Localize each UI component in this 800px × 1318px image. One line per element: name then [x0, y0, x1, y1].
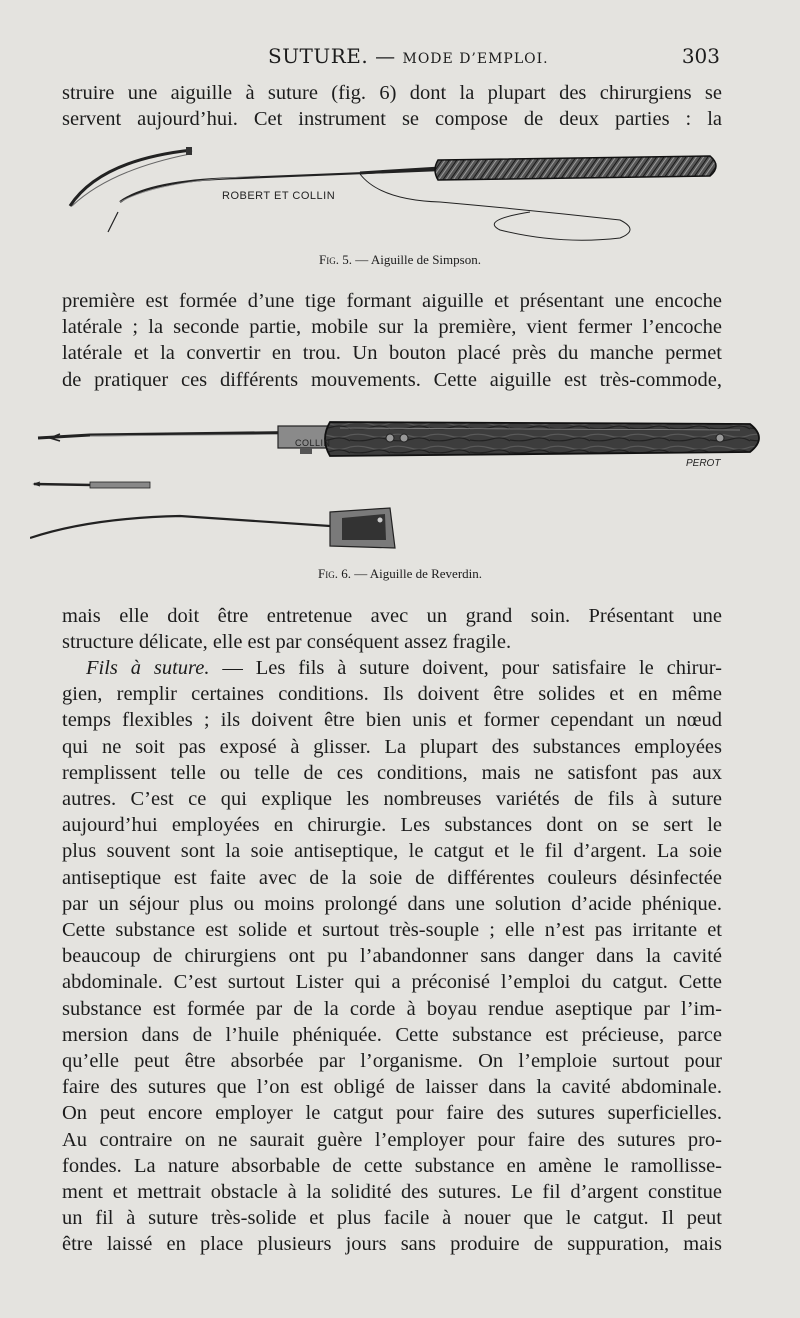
text-line: faire des sutures que l’on est obligé de laisser dans la cavité abdominale. — [62, 1076, 722, 1099]
text-line: qu’elle peut être absorbée par l’organisme. On l’emploie surtout pour — [62, 1050, 722, 1073]
figure-5-simpson-needle — [60, 140, 740, 250]
text-line: gien, remplir certaines conditions. Ils doivent être solides et en même — [62, 683, 722, 706]
text-line: beaucoup de chirurgiens ont pu l’abandonner sans danger dans la cavité — [62, 945, 722, 968]
reverdin-needle-illustration — [30, 408, 770, 558]
text-line: substance est formée par de la corde à boyau rendue aseptique par l’im- — [62, 997, 722, 1020]
text-line: antiseptique est faite avec de la soie de différentes couleurs désinfectée — [62, 866, 722, 889]
text-line: mais elle doit être entretenue avec un grand soin. Présentant une — [62, 605, 722, 627]
text-line: première est formée d’une tige formant aiguille et présentant une encoche — [62, 290, 722, 312]
text-line: aujourd’hui employées en chirurgie. Les substances dont on se sert le — [62, 814, 722, 837]
paragraph-2 — [62, 288, 722, 393]
figure-6-caption — [0, 566, 800, 582]
text-line: fondes. La nature absorbable de cette substance en amène le ramollisse- — [62, 1154, 722, 1177]
text-line: On peut encore employer le catgut pour faire des sutures superficielles. — [62, 1102, 722, 1125]
text-line: par un séjour plus ou moins prolongé dans une solution d’acide phénique. — [62, 892, 722, 915]
text-line: temps flexibles ; ils doivent être bien unis et former cependant un nœud — [62, 709, 722, 732]
engraved-maker-name: COLLIN — [295, 438, 331, 448]
text-line: un fil à suture très-solide et plus facile à nouer que le catgut. Il peut — [62, 1207, 722, 1230]
text-line: struire une aiguille à suture (fig. 6) dont la plupart des chirurgiens se — [62, 82, 722, 104]
running-title-main: SUTURE. — — [268, 44, 396, 68]
paragraph-4 — [62, 655, 722, 1258]
figure-6-reverdin-needle — [30, 408, 770, 558]
text-line: remplissent telle ou telle de ces conditions, mais ne satisfont pas aux — [62, 761, 722, 784]
section-heading-italic: Fils à suture. — [86, 657, 210, 679]
text-line: être laissé en place plusieurs jours sans produire de suppuration, mais — [62, 1233, 722, 1256]
text-line: Au contraire on ne saurait guère l’employer pour faire des sutures pro- — [62, 1128, 722, 1151]
running-header — [60, 42, 720, 72]
engraver-signature: PEROT — [686, 458, 721, 469]
figure-5-label: Fig. 5. — [319, 252, 353, 267]
text-line — [62, 655, 722, 681]
paragraph-3 — [62, 603, 722, 655]
text-line: servent aujourd’hui. Cet instrument se compose de deux parties : la — [62, 108, 722, 131]
running-title-sub: MODE D’EMPLOI. — [402, 51, 549, 67]
text-line-rest: — Les fils à suture doivent, pour satisfaire le chirur- — [222, 657, 723, 679]
text-line: structure délicate, elle est par conséquent assez fragile. — [62, 631, 512, 654]
figure-6-label: Fig. 6. — [317, 566, 351, 581]
text-line: latérale ; la seconde partie, mobile sur la première, vient fermer l’encoche — [62, 316, 722, 339]
running-title — [268, 44, 549, 68]
paragraph-1 — [62, 80, 722, 132]
page-number: 303 — [681, 44, 720, 68]
figure-5-caption — [0, 252, 800, 268]
simpson-needle-illustration — [60, 140, 740, 250]
text-line: abdominale. C’est surtout Lister qui a préconisé l’emploi du catgut. Cette — [62, 971, 722, 994]
text-line: qui ne soit pas exposé à glisser. La plupart des substances employées — [62, 735, 722, 758]
figure-6-caption-text: — Aiguille de Reverdin. — [354, 566, 483, 581]
text-line: autres. C’est ce qui explique les nombreuses variétés de fils à suture — [62, 788, 722, 811]
figure-5-caption-text: — Aiguille de Simpson. — [355, 252, 481, 267]
text-line: latérale et la convertir en trou. Un bouton placé près du manche permet — [62, 342, 722, 365]
text-line: mersion dans de l’huile phéniquée. Cette substance est précieuse, parce — [62, 1023, 722, 1046]
text-line: ment et mettrait obstacle à la solidité des sutures. Le fil d’argent constitue — [62, 1181, 722, 1204]
text-line: de pratiquer ces différents mouvements. Cette aiguille est très-commode, — [62, 368, 722, 391]
text-line: plus souvent sont la soie antiseptique, le catgut et le fil d’argent. La soie — [62, 840, 722, 863]
engraved-maker-name: ROBERT ET COLLIN — [222, 190, 336, 202]
text-line: Cette substance est solide et surtout très-souple ; elle n’est pas irritante et — [62, 919, 722, 942]
